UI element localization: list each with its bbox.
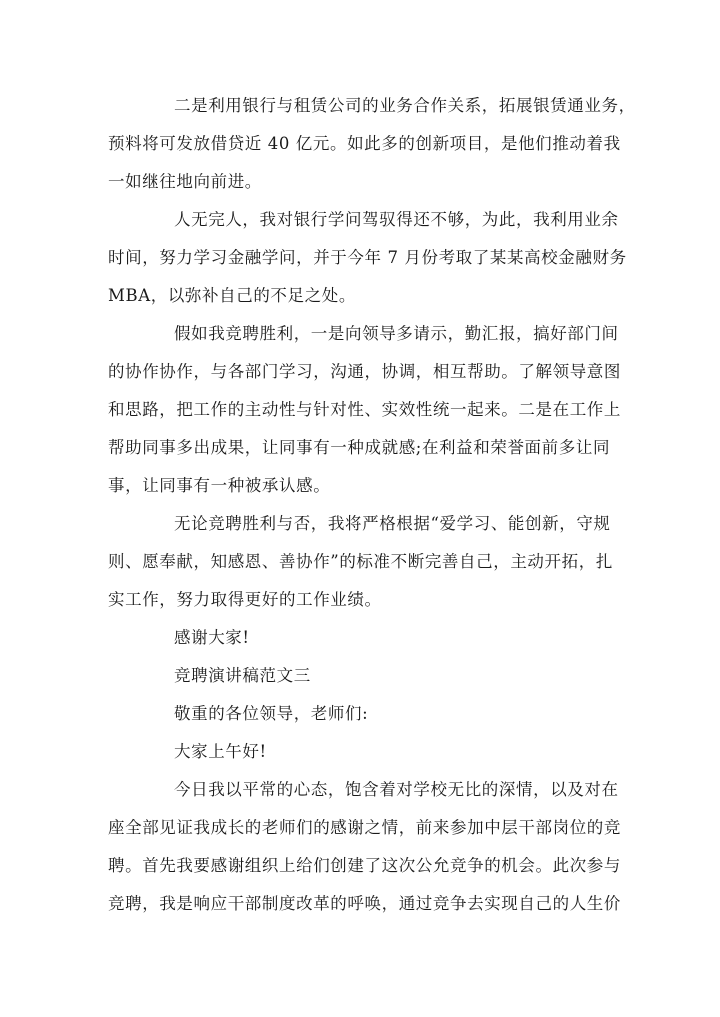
paragraph-line: 一如继往地向前进。 bbox=[108, 172, 262, 191]
paragraph-line: 座全部见证我成长的老师们的感谢之情，前来参加中层干部岗位的竞 bbox=[108, 818, 621, 837]
greeting-line: 大家上午好! bbox=[174, 742, 267, 761]
paragraph-line: 帮助同事多出成果，让同事有一种成就感;在利益和荣誉面前多让同 bbox=[108, 438, 611, 457]
paragraph-line: 无论竞聘胜利与否，我将严格根据“爱学习、能创新，守规 bbox=[174, 514, 611, 533]
salutation-line: 敬重的各位领导，老师们: bbox=[174, 704, 369, 723]
paragraph-line: 感谢大家! bbox=[174, 628, 250, 647]
paragraph-line: 聘。首先我要感谢组织上给们创建了这次公允竞争的机会。此次参与 bbox=[108, 856, 621, 875]
paragraph-line: 预料将可发放借贷近 40 亿元。如此多的创新项目，是他们推动着我 bbox=[108, 134, 621, 153]
paragraph-line: 和思路，把工作的主动性与针对性、实效性统一起来。二是在工作上 bbox=[108, 400, 621, 419]
paragraph-line: 则、愿奉献，知感恩、善协作”的标准不断完善自己，主动开拓，扎 bbox=[108, 552, 613, 571]
paragraph-line: 二是利用银行与租赁公司的业务合作关系，拓展银赁通业务， bbox=[174, 96, 636, 115]
section-title: 竞聘演讲稿范文三 bbox=[174, 666, 311, 685]
paragraph-line: 时间，努力学习金融学问，并于今年 7 月份考取了某某高校金融财务 bbox=[108, 248, 627, 267]
paragraph-line: 人无完人，我对银行学问驾驭得还不够，为此，我利用业余 bbox=[174, 210, 619, 229]
paragraph-line: 竞聘，我是响应干部制度改革的呼唤，通过竞争去实现自己的人生价 bbox=[108, 894, 621, 913]
paragraph-line: 今日我以平常的心态，饱含着对学校无比的深情，以及对在 bbox=[174, 780, 619, 799]
paragraph-line: 的协作协作，与各部门学习，沟通，协调，相互帮助。了解领导意图 bbox=[108, 362, 621, 381]
paragraph-line: MBA，以弥补自己的不足之处。 bbox=[108, 286, 356, 305]
paragraph-line: 假如我竞聘胜利，一是向领导多请示，勤汇报，搞好部门间 bbox=[174, 324, 619, 343]
paragraph-line: 事，让同事有一种被承认感。 bbox=[108, 476, 331, 495]
paragraph-line: 实工作，努力取得更好的工作业绩。 bbox=[108, 590, 382, 609]
